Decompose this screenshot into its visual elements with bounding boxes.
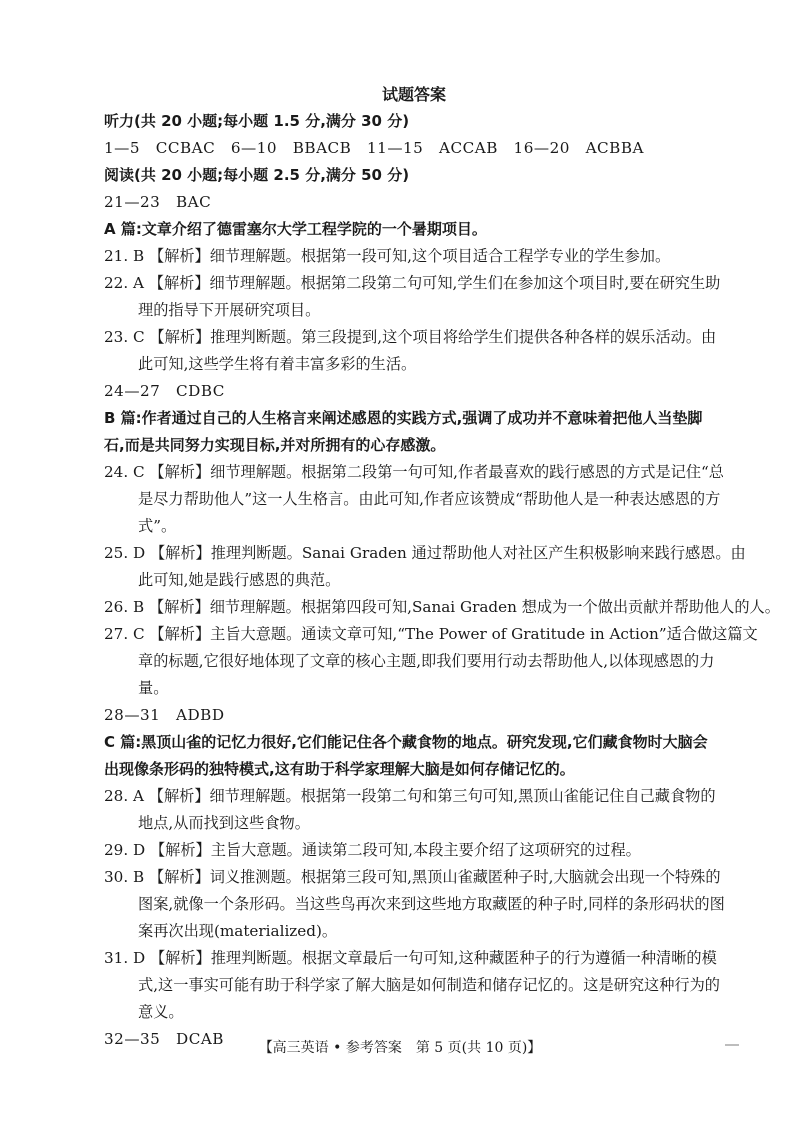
explanation-line: 式,这一事实可能有助于科学家了解大脑是如何制造和储存记忆的。这是研究这种行为的 [138,976,720,994]
section-heading-line: 石,而是共同努力实现目标,并对所拥有的心存感激。 [104,436,446,454]
explanation-line: 理的指导下开展研究项目。 [138,301,321,319]
explanation-line: 21. B 【解析】细节理解题。根据第一段可知,这个项目适合工程学专业的学生参加。 [104,247,671,265]
scan-mark [725,1044,739,1046]
explanation-line: 此可知,她是践行感恩的典范。 [138,571,341,589]
explanation-line: 22. A 【解析】细节理解题。根据第二段第二句可知,学生们在参加这个项目时,要在研究生助 [104,274,721,292]
explanation-line: 地点,从而找到这些食物。 [138,814,310,832]
answer-key-line: 24—27 CDBC [104,382,225,400]
section-heading-line: B 篇:作者通过自己的人生格言来阐述感恩的实践方式,强调了成功并不意味着把他人当垫脚 [104,409,703,427]
explanation-line: 此可知,这些学生将有着丰富多彩的生活。 [138,355,417,373]
section-heading-line: 阅读(共 20 小题;每小题 2.5 分,满分 50 分) [104,166,410,184]
explanation-line: 26. B 【解析】细节理解题。根据第四段可知,Sanai Graden 想成为一个做出贡献并帮助他人的人。 [104,598,780,616]
explanation-line: 量。 [138,679,169,697]
section-heading-line: C 篇:黑顶山雀的记忆力很好,它们能记住各个藏食物的地点。研究发现,它们藏食物时大脑会 [104,733,708,751]
explanation-line: 意义。 [138,1003,184,1021]
explanation-line: 是尽力帮助他人”这一人生格言。由此可知,作者应该赞成“帮助他人是一种表达感恩的方 [138,490,721,508]
answer-lines [104,108,780,1053]
answer-key-line: 1—5 CCBAC 6—10 BBACB 11—15 ACCAB 16—20 ACBBA [104,139,644,157]
page-title: 试题答案 [381,85,446,104]
explanation-line: 式”。 [138,517,177,535]
explanation-line: 案再次出现(materialized)。 [138,922,338,940]
explanation-line: 25. D 【解析】推理判断题。Sanai Graden 通过帮助他人对社区产生积极影响来践行感恩。由 [104,544,746,562]
explanation-line: 29. D 【解析】主旨大意题。通读第二段可知,本段主要介绍了这项研究的过程。 [104,841,641,859]
page-footer: 【高三英语 • 参考答案 第 5 页(共 10 页)】 [258,1040,542,1056]
section-heading-line: 听力(共 20 小题;每小题 1.5 分,满分 30 分) [104,112,410,130]
answer-key-line: 32—35 DCAB [104,1030,224,1048]
answer-page [104,84,780,1053]
explanation-line: 31. D 【解析】推理判断题。根据文章最后一句可知,这种藏匿种子的行为遵循一种清晰的模 [104,949,717,967]
explanation-line: 章的标题,它很好地体现了文章的核心主题,即我们要用行动去帮助他人,以体现感恩的力 [138,652,715,670]
answer-key-line: 28—31 ADBD [104,706,225,724]
section-heading-line: 出现像条形码的独特模式,这有助于科学家理解大脑是如何存储记忆的。 [104,760,575,778]
explanation-line: 图案,就像一个条形码。当这些鸟再次来到这些地方取藏匿的种子时,同样的条形码状的图 [138,895,725,913]
explanation-line: 30. B 【解析】词义推测题。根据第三段可知,黑顶山雀藏匿种子时,大脑就会出现一个特殊的 [104,868,721,886]
explanation-line: 28. A 【解析】细节理解题。根据第一段第二句和第三句可知,黑顶山雀能记住自己藏食物的 [104,787,716,805]
explanation-line: 23. C 【解析】推理判断题。第三段提到,这个项目将给学生们提供各种各样的娱乐活动。由 [104,328,717,346]
section-heading-line: A 篇:文章介绍了德雷塞尔大学工程学院的一个暑期项目。 [104,220,487,238]
explanation-line: 24. C 【解析】细节理解题。根据第二段第一句可知,作者最喜欢的践行感恩的方式是记住“总 [104,463,724,481]
explanation-line: 27. C 【解析】主旨大意题。通读文章可知,“The Power of Gratitude in Action”适合做这篇文 [104,625,758,643]
answer-key-line: 21—23 BAC [104,193,212,211]
